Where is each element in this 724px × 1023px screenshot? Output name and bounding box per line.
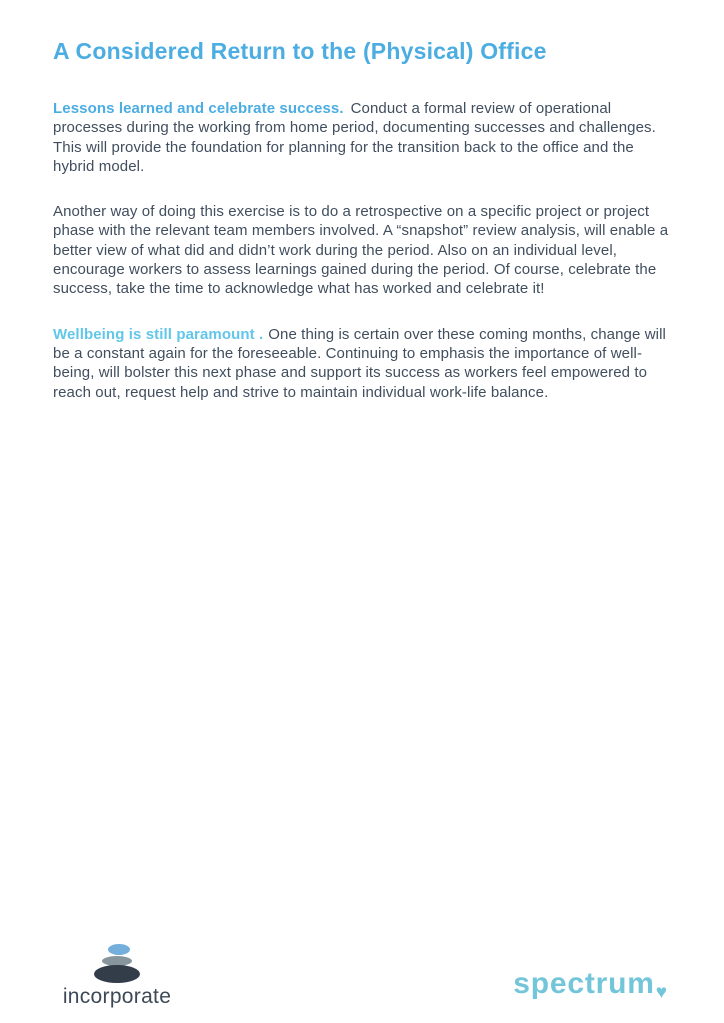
- paragraph-retrospective: [53, 202, 669, 298]
- page-footer: [0, 933, 724, 1023]
- paragraph-wellbeing: [53, 325, 669, 402]
- paragraph-lead-wellbeing: Wellbeing is still paramount .: [53, 325, 264, 343]
- paragraph-body-lessons-learned: Conduct a formal review of operational processes during the working from home period, documenting successes and challenges. This will provide the foundation for planning for the transition back to the office and the hybrid model.: [53, 100, 656, 175]
- spectrum-wordmark: spectrum: [513, 967, 655, 1000]
- incorporate-wordmark: incorporate: [62, 985, 172, 1008]
- paragraph-body-wellbeing: One thing is certain over these coming months, change will be a constant again for the foreseeable. Continuing to emphasis the importance of well-being, will bolster this next phase and support its success as workers feel empowered to reach out, request help and strive to maintain individual work-life balance.: [53, 325, 666, 401]
- stacked-stones-icon: [93, 944, 141, 983]
- paragraph-body-retrospective: Another way of doing this exercise is to do a retrospective on a specific project or project phase with the relevant team members involved. A “snapshot” review analysis, will enable a better view of what did and didn’t work during the period. Also on an individual level, encourage workers to assess learnings gained during the period. Of course, celebrate the success, take the time to acknowledge what has worked and celebrate it!: [53, 203, 669, 298]
- heart-icon: ♥: [655, 982, 667, 1003]
- page-title: A Considered Return to the (Physical) Office: [53, 38, 547, 64]
- spectrum-logo: [513, 967, 666, 1001]
- stone-top-shape: [108, 944, 130, 955]
- paragraph-lead-lessons-learned: Lessons learned and celebrate success.: [53, 100, 344, 117]
- incorporate-logo: [62, 944, 172, 1009]
- paragraph-lessons-learned: [53, 99, 669, 176]
- stone-bottom-shape: [94, 965, 140, 983]
